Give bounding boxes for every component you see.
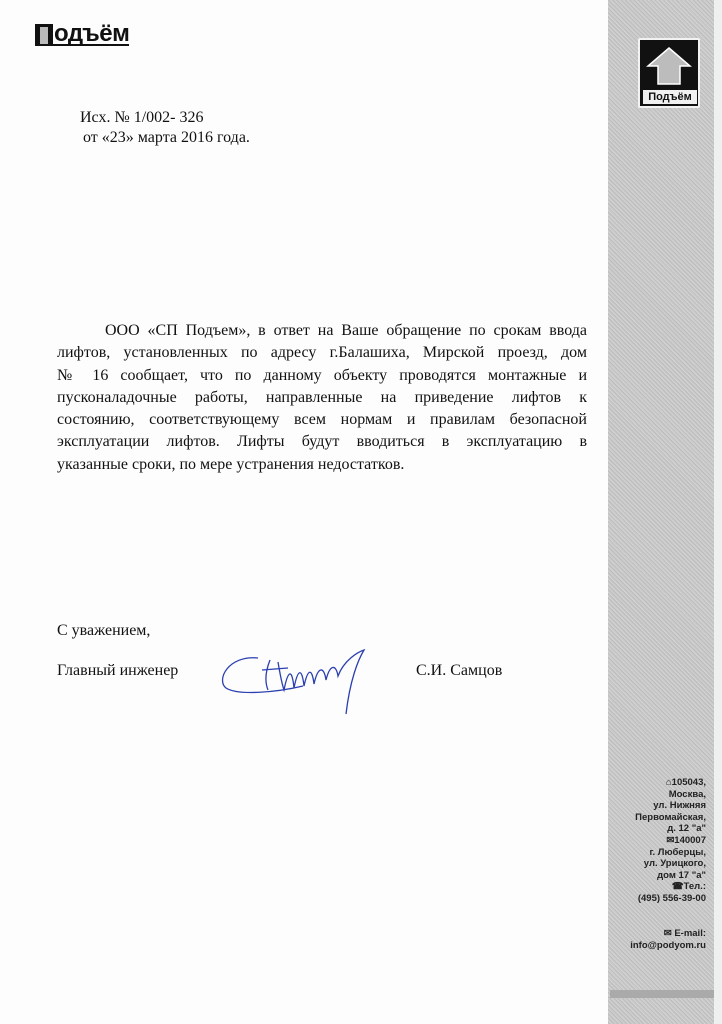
logo-text: одъём [54,20,130,47]
address-line: ул. Нижняя [653,800,706,812]
scan-strip [610,990,714,998]
company-logo [35,20,130,47]
address-line: ⌂105043, [665,777,706,788]
address-line: г. Люберцы, [649,846,706,858]
side-logo-text: Подъём [643,90,697,104]
address-line: дом 17 "а" [657,869,706,881]
body-line: указанные сроки, по мере устранения недостатков. [57,455,405,473]
letter-body [57,320,587,476]
body-line: состоянию, соответствующему всем нормам и правилам безопасной [57,411,587,429]
outgoing-number: Исх. № 1/002- 326 [80,109,204,126]
signer-name: С.И. Самцов [416,662,503,679]
body-line: эксплуатации лифтов. Лифты будут вводиться в эксплуатацию в [57,433,587,451]
address-line: д. 12 "а" [667,823,706,835]
closing-regards: С уважением, [57,622,151,639]
letter-date: от «23» марта 2016 года. [83,129,250,146]
body-line: лифтов, установленных по адресу г.Балашиха, Мирской проезд, дом [57,344,587,362]
email-block [630,928,706,951]
side-logo [638,38,700,108]
email-label: ✉ E-mail: [663,928,706,939]
reference-block [80,108,250,148]
signer-position: Главный инженер [57,662,179,679]
address-line: Первомайская, [635,811,706,823]
logo-arrow-icon [35,24,53,44]
company-address [635,777,706,905]
address-line: Москва, [668,788,706,800]
body-line: № 16 сообщает, что по данному объекту проводятся монтажные и [57,366,587,384]
address-line: ул. Урицкого, [643,858,706,870]
body-line: ООО «СП Подъем», в ответ на Ваше обращение по срокам ввода [105,322,587,339]
side-edge [714,0,722,1024]
email-address: info@podyom.ru [630,939,706,951]
address-line: ☎Тел.: [671,881,706,893]
house-arrow-icon [646,46,692,86]
address-line: ✉140007 [666,834,706,846]
address-line: (495) 556-39-00 [637,892,706,904]
handwritten-signature [218,640,373,715]
body-line: пусконаладочные работы, направленные на приведение лифтов к [57,388,587,406]
